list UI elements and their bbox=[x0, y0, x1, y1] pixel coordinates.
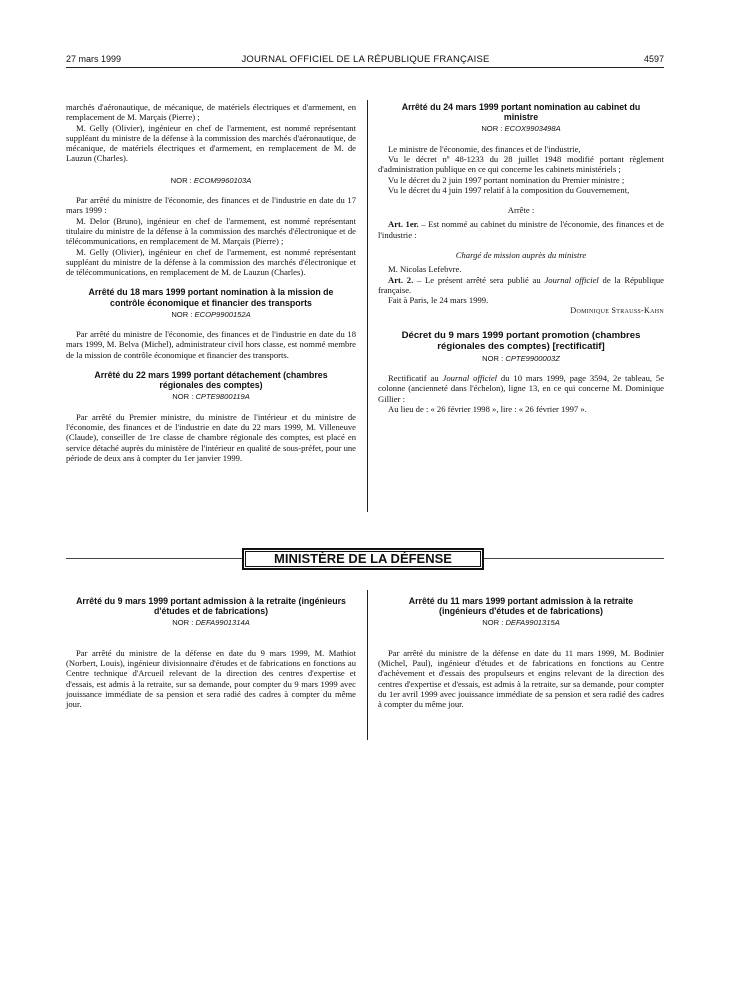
column-divider-bottom bbox=[367, 590, 368, 740]
nor-reference: NOR : CPTE9900003Z bbox=[482, 353, 560, 363]
paragraph: Par arrêté du ministre de la défense en date du 11 mars 1999, M. Bodinier (Michel, Paul), ingénieur d'études et de fabrications en fonctions au Centre d'achèvement et d'essais des propulseurs et engins relevant de la direction des centres d'expertise et d'essais, est admis à la retraite, sur sa demande, pour compter du 1er avril 1999 avec jouissance immédiate de sa pension et sera radié des cadres à compter du même jour. bbox=[378, 647, 664, 710]
article-title: Arrêté du 18 mars 1999 portant nomination à la mission de contrôle économique et financier des transports bbox=[88, 287, 334, 308]
nor-reference: NOR : CPTE9800119A bbox=[172, 392, 250, 402]
paragraph: Au lieu de : « 26 février 1998 », lire : « 26 février 1997 ». bbox=[388, 404, 587, 415]
role-title: Chargé de mission auprès du ministre bbox=[455, 250, 587, 261]
nor-reference: NOR : ECOX9903498A bbox=[481, 124, 561, 134]
page-date: 27 mars 1999 bbox=[66, 54, 122, 64]
right-column-bottom bbox=[378, 596, 664, 709]
ministry-label: MINISTÈRE DE LA DÉFENSE bbox=[274, 551, 452, 566]
paragraph: Par arrêté du ministre de l'économie, des finances et de l'industrie en date du 18 mars 1999, M. Belva (Michel), administrateur civil hors classe, est nommé membre de la mission de contrôle économique et financier des transports. bbox=[66, 329, 356, 360]
column-divider-top bbox=[367, 100, 368, 512]
right-column-top bbox=[378, 102, 664, 414]
article-2: Art. 2. – Le présent arrêté sera publié au Journal officiel de la République française. bbox=[378, 274, 664, 295]
appointee: M. Nicolas Lefebvre. bbox=[388, 264, 462, 275]
paragraph: Par arrêté du Premier ministre, du ministre de l'intérieur et du ministre de l'économie, des finances et de l'industrie en date du 22 mars 1999, M. Villeneuve (Claude), conseiller de 1re classe de chambre régionale des comptes, est placé en service détaché auprès du ministère de l'intérieur en qualité de sous-préfet, pour une période de deux ans à compter du 1er janvier 1999. bbox=[66, 411, 356, 463]
nor-reference: NOR : ECOP9900152A bbox=[171, 309, 251, 319]
done-at: Fait à Paris, le 24 mars 1999. bbox=[388, 295, 489, 306]
article-title: Arrêté du 22 mars 1999 portant détachement (chambres régionales des comptes) bbox=[94, 370, 328, 391]
paragraph: M. Delor (Bruno), ingénieur en chef de l'armement, est nommé représentant titulaire du ministre de la défense à la commission des marchés d'électronique et de télécommunications, en remplacement de M. Marçais (Pierre) ; bbox=[66, 215, 356, 247]
paragraph: Vu le décret du 4 juin 1997 relatif à la composition du Gouvernement, bbox=[388, 184, 630, 195]
article-1: Art. 1er. – Est nommé au cabinet du ministre de l'économie, des finances et de l'industrie : bbox=[378, 219, 664, 240]
paragraph: Par arrêté du ministre de l'économie, des finances et de l'industrie en date du 17 mars 1999 : bbox=[66, 195, 356, 216]
article-title: Arrêté du 11 mars 1999 portant admission à la retraite (ingénieurs d'études et de fabrications) bbox=[408, 596, 634, 617]
paragraph: Vu le décret du 2 juin 1997 portant nomination du Premier ministre ; bbox=[388, 174, 625, 185]
paragraph: marchés d'aéronautique, de mécanique, de matériels électriques et d'armement, en remplacement de M. Marçais (Pierre) ; bbox=[66, 102, 356, 123]
header-rule bbox=[66, 67, 664, 68]
arrete-line: Arrête : bbox=[507, 205, 535, 216]
paragraph: M. Gelly (Olivier), ingénieur en chef de l'armement, est nommé représentant suppléant du ministre de la défense à la commission des marchés d'électronique et de télécommunications, en remplacement de M. de Lauzun (Charles). bbox=[66, 246, 356, 278]
nor-reference: NOR : DEFA9901315A bbox=[482, 618, 560, 628]
paragraph: Le ministre de l'économie, des finances et de l'industrie, bbox=[388, 143, 581, 154]
article-title: Arrêté du 9 mars 1999 portant admission à la retraite (ingénieurs d'études et de fabrications) bbox=[76, 596, 346, 617]
nor-reference: NOR : ECOM9960103A bbox=[170, 175, 252, 185]
page-number: 4597 bbox=[643, 54, 664, 64]
signature: Dominique Strauss-Kahn bbox=[570, 305, 664, 315]
article-title: Décret du 9 mars 1999 portant promotion (chambres régionales des comptes) [rectificatif] bbox=[401, 329, 641, 352]
nor-reference: NOR : DEFA9901314A bbox=[172, 618, 250, 628]
paragraph: Par arrêté du ministre de la défense en date du 9 mars 1999, M. Mathiot (Norbert, Louis), ingénieur divisionnaire d'études et de fabrications en fonctions au Centre technique d'Arcueil relevant de la direction des centres d'expertise et d'essais, est admis à la retraite, sur sa demande, pour compter du 9 mars 1999 avec jouissance immédiate de sa pension et sera radié des cadres à compter du même jour. bbox=[66, 647, 356, 710]
paragraph: M. Gelly (Olivier), ingénieur en chef de l'armement, est nommé représentant suppléant du ministre de la défense à la commission des marchés d'aéronautique, de mécanique, de matériels électriques et d'armement, en remplacement de M. de Lauzun (Charles). bbox=[66, 122, 356, 164]
ministry-banner bbox=[242, 548, 484, 570]
paragraph: Rectificatif au Journal officiel du 10 mars 1999, page 3594, 2e tableau, 5e colonne (ancienneté dans l'échelon), ligne 13, en ce qui concerne M. Dominique Gillier : bbox=[378, 373, 665, 404]
paragraph: Vu le décret nº 48-1233 du 28 juillet 1948 modifié portant règlement d'administration publique en ce qui concerne les cabinets ministériels ; bbox=[378, 154, 664, 175]
journal-title: JOURNAL OFFICIEL DE LA RÉPUBLIQUE FRANÇAISE bbox=[241, 54, 490, 65]
left-column-bottom bbox=[66, 596, 356, 709]
left-column-top bbox=[66, 102, 356, 463]
article-title: Arrêté du 24 mars 1999 portant nomination au cabinet du ministre bbox=[401, 102, 641, 123]
